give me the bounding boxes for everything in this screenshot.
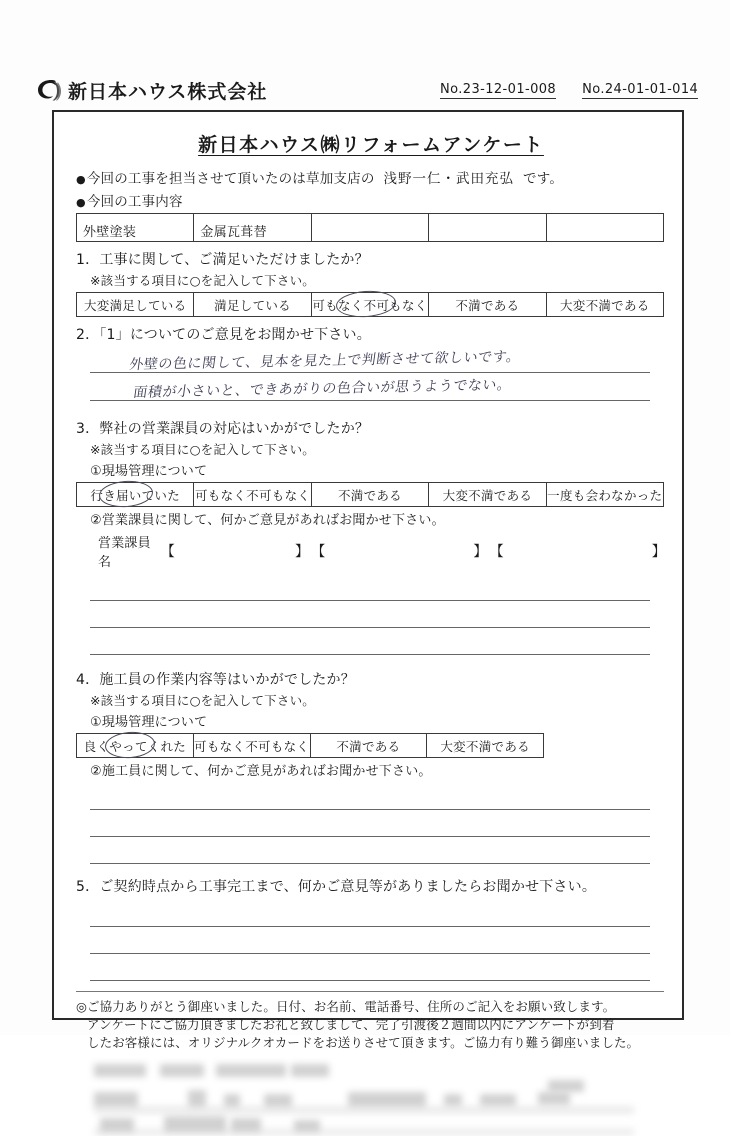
work-cell-5	[546, 214, 663, 242]
q4-number: 4．	[76, 672, 100, 688]
question-2-text	[76, 324, 666, 344]
q3-option-5[interactable]: 一度も会わなかった	[546, 483, 663, 507]
document-numbers	[440, 82, 698, 99]
work-cell-4	[429, 214, 546, 242]
answer-line[interactable]	[90, 574, 650, 601]
footer-line-3: したお客様には、オリジナルクオカードをお送りさせて頂きます。ご協力有り難う御座いました。	[87, 1035, 640, 1051]
redaction-block	[216, 1064, 286, 1077]
footer-line-2: アンケートにご協力頂きましたお礼と致しまして、完了引渡後２週間以内にアンケートが到着	[87, 1017, 615, 1033]
bracket-open-icon-1: 【	[160, 544, 175, 560]
question-5-answer-lines[interactable]	[76, 900, 666, 981]
footer-line-1: ◎ご協力ありがとう御座いました。日付、お名前、電話番号、住所のご記入をお願い致します。	[76, 999, 616, 1014]
q3-sub2-label: ②営業課員に関して、何かご意見があればお聞かせ下さい。	[90, 513, 445, 528]
q3-note: ※該当する項目に○を記入して下さい。	[90, 442, 315, 457]
q1-option-3[interactable]	[311, 293, 428, 317]
redacted-personal-info-area	[76, 1062, 664, 1136]
redaction-block	[94, 1128, 634, 1136]
company-name: 新日本ハウス株式会社	[68, 80, 268, 103]
answer-line[interactable]	[90, 954, 650, 981]
branch-name: 草加支店	[306, 171, 361, 187]
question-4-options-table	[76, 733, 544, 758]
answer-line[interactable]	[90, 628, 650, 655]
question-3-options-table	[76, 482, 664, 507]
question-3-text	[76, 418, 666, 438]
redaction-block	[480, 1094, 516, 1106]
q2-body: 「1」についてのご意見をお聞かせ下さい。	[99, 327, 371, 343]
redaction-block	[538, 1092, 570, 1105]
answer-line[interactable]	[90, 900, 650, 927]
sales-staff-name-label: 営業課員名	[98, 536, 151, 570]
q3-body: 弊社の営業課員の対応はいかがでしたか？	[99, 421, 370, 437]
question-1-options-table	[76, 292, 664, 317]
page-title: 新日本ハウス㈱リフォームアンケート	[198, 134, 544, 156]
document-number-1: No.23-12-01-008	[440, 82, 557, 97]
bracket-close-icon-3: 】	[651, 544, 666, 560]
bracket-open-icon-2: 【	[311, 544, 326, 560]
q4-body: 施工員の作業内容等はいかがでしたか？	[99, 672, 355, 688]
bracket-open-icon-3: 【	[489, 544, 504, 560]
q2-number: 2．	[76, 327, 100, 343]
q4-option-4[interactable]: 大変不満である	[427, 734, 544, 758]
q2-handwriting-line-2: 面積が小さいと、できあがりの色合いが思うようでない。	[132, 377, 513, 401]
q3-option-3[interactable]: 不満である	[311, 483, 428, 507]
sales-staff-name-row	[98, 532, 666, 570]
survey-form-frame	[52, 110, 684, 1051]
table-row	[77, 293, 664, 317]
work-content-table	[76, 213, 664, 242]
redaction-block	[94, 1106, 634, 1114]
redaction-block	[160, 1064, 204, 1077]
q4-sub2-label: ②施工員に関して、何かご意見があればお聞かせ下さい。	[90, 764, 432, 779]
work-cell-2: 金属瓦葺替	[194, 214, 311, 242]
intro-prefix: 今回の工事を担当させて頂いたのは	[86, 171, 307, 187]
question-4-text	[76, 669, 666, 689]
q1-option-1[interactable]: 大変満足している	[77, 293, 194, 317]
work-section-label-line	[76, 190, 666, 210]
redaction-block	[548, 1080, 584, 1092]
table-row	[77, 214, 664, 242]
q5-body: ご契約時点から工事完工まで、何かご意見等がありましたらお聞かせ下さい。	[99, 879, 597, 895]
bracket-close-icon-2: 】	[473, 544, 488, 560]
q4-sub-label: ①現場管理について	[90, 715, 208, 730]
answer-line[interactable]	[90, 783, 650, 810]
answer-line[interactable]	[90, 810, 650, 837]
sales-staff-name-field-3[interactable]	[490, 541, 666, 561]
question-1-text	[76, 249, 666, 269]
sales-staff-name-field-1[interactable]	[161, 541, 309, 561]
redaction-block	[444, 1094, 462, 1106]
answer-line[interactable]	[90, 927, 650, 954]
bracket-close-icon-1: 】	[294, 544, 310, 560]
sales-staff-name-field-2[interactable]	[311, 541, 487, 561]
redaction-block	[348, 1092, 426, 1107]
table-row	[77, 734, 544, 758]
q1-option-3-label: 可もなく不可もなく	[312, 297, 428, 313]
q3-option-2[interactable]: 可もなく不可もなく	[194, 483, 311, 507]
question-3-answer-lines[interactable]	[76, 574, 666, 655]
q1-option-2[interactable]: 満足している	[194, 293, 311, 317]
q3-sub-label: ①現場管理について	[90, 464, 208, 479]
q5-number: 5．	[76, 879, 100, 895]
table-row	[77, 483, 664, 507]
q2-handwriting-line-1: 外壁の色に関して、見本を見た上で判断させて欲しいです。	[128, 348, 522, 374]
redaction-block	[94, 1064, 146, 1077]
q3-option-1-label: 行き届いていた	[90, 487, 180, 503]
q1-body: 工事に関して、ご満足いただけましたか？	[99, 252, 369, 268]
intro-suffix: です。	[523, 171, 564, 187]
intro-mid: の	[360, 171, 375, 187]
answer-line[interactable]	[90, 601, 650, 628]
q4-option-3[interactable]: 不満である	[310, 734, 427, 758]
answer-line[interactable]	[90, 837, 650, 864]
redaction-block	[94, 1092, 138, 1107]
intro-line	[76, 167, 666, 187]
footer-text	[76, 998, 666, 1052]
work-cell-3	[311, 214, 428, 242]
footer-divider	[76, 991, 664, 992]
swirl-logo-icon	[36, 78, 62, 102]
q1-option-4[interactable]: 不満である	[429, 293, 546, 317]
question-5-text	[76, 876, 666, 896]
document-number-2: No.24-01-01-014	[582, 82, 699, 97]
q3-option-4[interactable]: 大変不満である	[429, 483, 546, 507]
question-2-answer-area[interactable]	[90, 346, 650, 404]
work-cell-1: 外壁塗装	[77, 214, 194, 242]
bullet-icon: ●	[76, 173, 86, 186]
work-section-label: 今回の工事内容	[86, 194, 183, 210]
q4-option-2[interactable]: 可もなく不可もなく	[193, 734, 310, 758]
q4-option-1[interactable]	[77, 734, 194, 758]
q1-option-5[interactable]: 大変不満である	[546, 293, 663, 317]
redaction-block	[188, 1090, 206, 1107]
q1-note: ※該当する項目に○を記入して下さい。	[90, 273, 315, 288]
q4-note: ※該当する項目に○を記入して下さい。	[90, 693, 315, 708]
question-4-answer-lines[interactable]	[76, 783, 666, 864]
q3-option-1[interactable]	[77, 483, 194, 507]
redaction-block	[291, 1064, 329, 1077]
bullet-icon-2: ●	[76, 196, 86, 209]
q4-option-1-label: 良くやってくれた	[83, 738, 187, 754]
staff-names: 浅野一仁・武田充弘	[383, 171, 515, 187]
q3-number: 3．	[76, 421, 100, 437]
q1-number: 1．	[76, 252, 100, 268]
